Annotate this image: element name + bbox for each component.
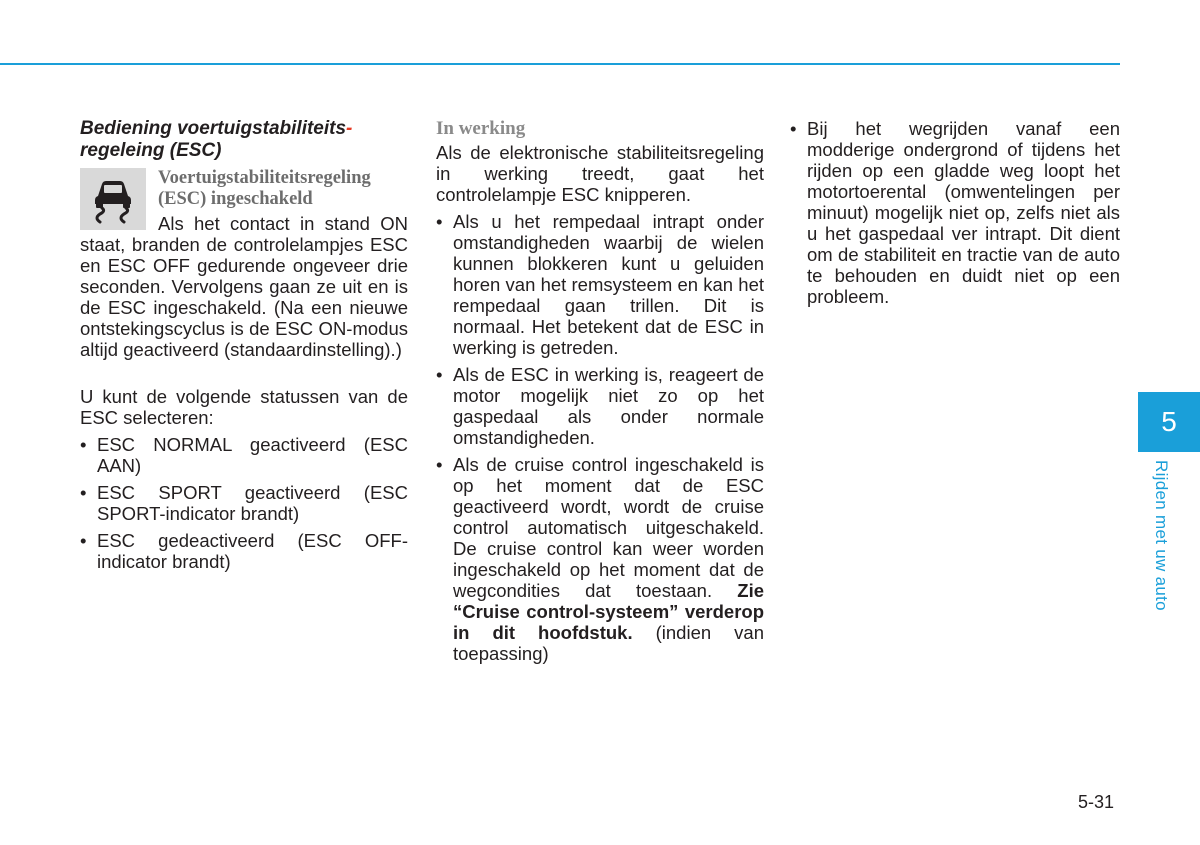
cross-reference-cruise-control: Zie “Cruise control-systeem” verderop in dit hoofdstuk. [453, 580, 764, 643]
chapter-label: Rijden met uw auto [1152, 460, 1171, 611]
list-item-tail: (indien van toepassing) [453, 622, 764, 664]
column-right [790, 118, 1120, 313]
top-rule [0, 63, 1120, 65]
heading-in-werking: In werking [436, 118, 526, 139]
column-left [80, 118, 408, 578]
section-title [80, 118, 408, 162]
section-title-main: Bediening voertuigstabiliteits [80, 118, 347, 139]
driving-off-list [790, 118, 1120, 307]
list-item: • ESC SPORT geactiveerd (ESC SPORT-indicator brandt) [80, 482, 408, 524]
paragraph-select-status: U kunt de volgende statussen van de ESC selecteren: [80, 386, 408, 428]
status-list [80, 434, 408, 572]
esc-caption-line2: (ESC) ingeschakeld [158, 189, 313, 209]
list-item: • Bij het wegrijden vanaf een modderige ondergrond of tijdens het rijden op een gladde weg loopt het motortoerental (omwentelingen per minuut) mogelijk niet op, zelfs niet als u het gaspedaal ver intrapt. Dit dient om de stabiliteit en tractie van de auto te behouden en duidt niet op een probleem. [790, 118, 1120, 307]
esc-skid-car-icon [80, 168, 146, 230]
section-title-line2: regeleing (ESC) [80, 140, 222, 161]
paragraph-contact-on: Als het contact in stand ON staat, branden de controlelampjes ESC en ESC OFF gedurende ongeveer drie seconden. Vervolgens gaan ze uit en is de ESC ingeschakeld. (Na een nieuwe ontstekingscyclus is de ESC ON-modus altijd geactiveerd (standaardinstelling).) [80, 213, 408, 360]
column-middle [436, 118, 764, 670]
list-item: • ESC gedeactiveerd (ESC OFF-indicator brandt) [80, 530, 408, 572]
operation-list [436, 211, 764, 664]
list-item [436, 454, 764, 664]
page-number: 5-31 [1078, 792, 1115, 812]
esc-indicator-block [80, 168, 408, 360]
esc-caption-line1: Voertuigstabiliteitsregeling [158, 168, 371, 188]
list-item: • ESC NORMAL geactiveerd (ESC AAN) [80, 434, 408, 476]
list-item: • Als u het rempedaal intrapt onder omstandigheden waarbij de wielen kunnen blokkeren kunt u geluiden horen van het remsysteem en kan het rempedaal gaan trillen. Dit is normaal. Het betekent dat de ESC in werking is getreden. [436, 211, 764, 358]
list-item: • Als de ESC in werking is, reageert de motor mogelijk niet zo op het gaspedaal als onder normale omstandigheden. [436, 364, 764, 448]
chapter-number-tab: 5 [1138, 392, 1200, 452]
list-item-text: Als de cruise control ingeschakeld is op het moment dat de ESC geactiveerd wordt, wordt de cruise control automatisch uitgeschakeld. De cruise control kan weer worden ingeschakeld op het moment dat de wegcondities dat toestaan. [453, 454, 764, 601]
paragraph-in-werking: Als de elektronische stabiliteitsregeling in werking treedt, gaat het controlelampje ESC knipperen. [436, 142, 764, 205]
section-title-dash: - [346, 118, 353, 139]
